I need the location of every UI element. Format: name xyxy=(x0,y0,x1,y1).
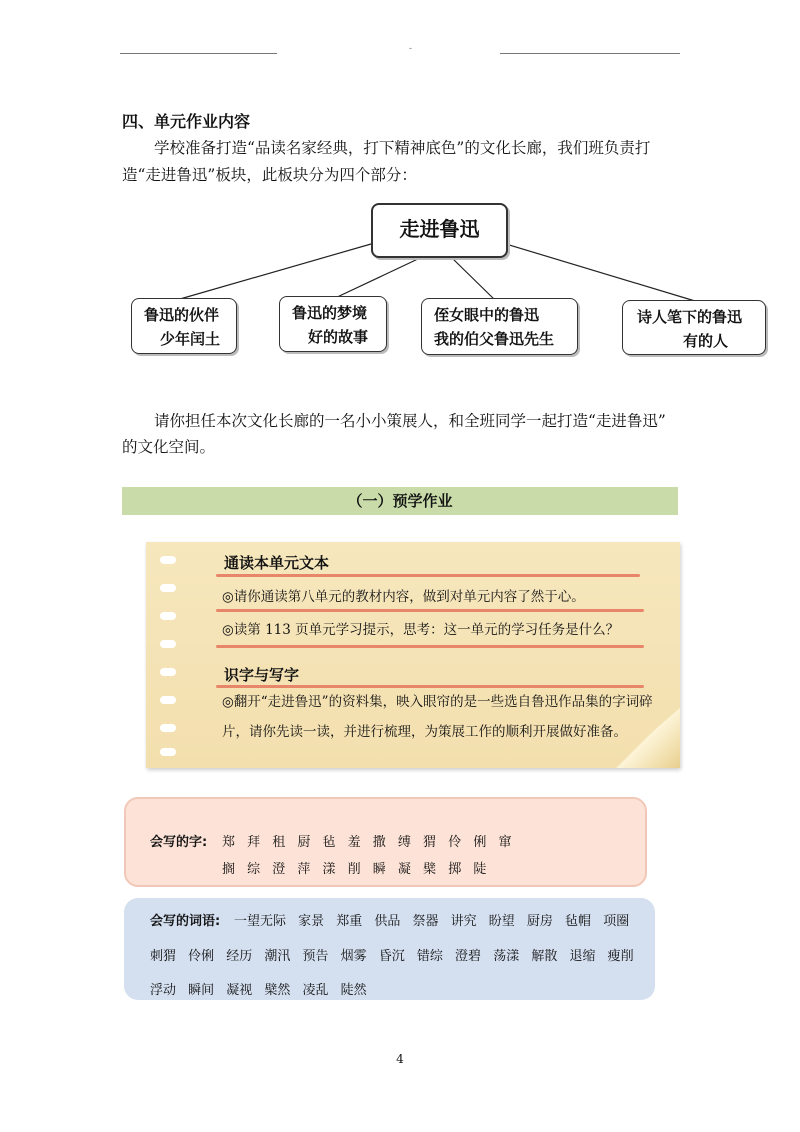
intro-line-1: 学校准备打造“品读名家经典，打下精神底色”的文化长廊，我们班负责打 xyxy=(154,139,651,157)
diagram-node-2 xyxy=(279,296,387,352)
task-line-2: 的文化空间。 xyxy=(122,438,216,456)
node-2-line-1: 鲁迅的梦境 xyxy=(292,304,368,322)
note-item-3-line-1: ◎翻开“走进鲁迅”的资料集，映入眼帘的是一些选自鲁迅作品集的字词碎 xyxy=(222,694,653,710)
diagram-root-label: 走进鲁迅 xyxy=(399,217,480,241)
page-number: 4 xyxy=(396,1052,404,1066)
node-1-line-2: 少年闰土 xyxy=(160,330,221,348)
note-item-1: ◎请你通读第八单元的教材内容，做到对单元内容了然于心。 xyxy=(222,589,585,605)
node-4-line-1: 诗人笔下的鲁迅 xyxy=(637,308,743,326)
note-hole xyxy=(160,584,176,592)
chars-label: 会写的字: xyxy=(150,835,208,850)
note-hole xyxy=(160,668,176,676)
intro-line-2: 造“走进鲁迅”板块，此板块分为四个部分： xyxy=(122,166,417,184)
node-2-line-2: 好的故事 xyxy=(308,328,369,346)
note-hole xyxy=(160,640,176,648)
note-hole xyxy=(160,612,176,620)
note-rule xyxy=(216,609,644,612)
diagram-node-4 xyxy=(622,300,766,355)
chars-row-2: 搁 综 澄 萍 漾 削 瞬 凝 檗 掷 陡 xyxy=(222,862,491,877)
section-title: 四、单元作业内容 xyxy=(122,112,251,131)
note-rule xyxy=(216,685,644,688)
header-mark: - xyxy=(409,44,413,54)
diagram-node-1 xyxy=(131,298,237,354)
note-heading-1: 通读本单元文本 xyxy=(224,554,330,572)
words-row-3: 浮动 瞬间 凝视 檗然 凌乱 陡然 xyxy=(150,983,367,998)
task-line-1: 请你担任本次文化长廊的一名小小策展人，和全班同学一起打造“走进鲁迅” xyxy=(154,412,666,430)
note-item-2: ◎读第 113 页单元学习提示，思考：这一单元的学习任务是什么？ xyxy=(222,622,620,638)
words-panel xyxy=(124,898,655,1000)
node-3-line-1: 侄女眼中的鲁迅 xyxy=(434,306,540,324)
note-hole xyxy=(160,556,176,564)
chars-panel xyxy=(124,797,647,887)
note-rule xyxy=(216,574,640,577)
note-rule xyxy=(216,645,644,648)
diagram-node-3 xyxy=(421,298,578,355)
note-hole xyxy=(160,724,176,732)
node-1-line-1: 鲁迅的伙伴 xyxy=(144,306,220,324)
note-heading-2: 识字与写字 xyxy=(224,666,300,684)
words-row-2: 刺猬 伶俐 经历 潮汛 预告 烟雾 昏沉 错综 澄碧 荡漾 解散 退缩 瘦削 xyxy=(150,949,634,964)
note-card xyxy=(146,542,680,768)
note-hole xyxy=(160,696,176,704)
diagram-root-box xyxy=(371,203,508,258)
words-label: 会写的词语: xyxy=(150,914,221,929)
note-hole xyxy=(160,748,176,756)
note-item-3-line-2: 片，请你先读一读，并进行梳理，为策展工作的顺利开展做好准备。 xyxy=(222,724,627,740)
prestudy-band: （一）预学作业 xyxy=(122,487,678,515)
node-3-line-2: 我的伯父鲁迅先生 xyxy=(434,330,555,348)
node-4-line-2: 有的人 xyxy=(683,332,729,350)
words-row-1: 一望无际 家景 郑重 供品 祭器 讲究 盼望 厨房 毡帽 项圈 xyxy=(234,914,630,929)
chars-row-1: 郑 拜 租 厨 毡 羞 撒 缚 猬 伶 俐 窜 xyxy=(222,835,516,850)
